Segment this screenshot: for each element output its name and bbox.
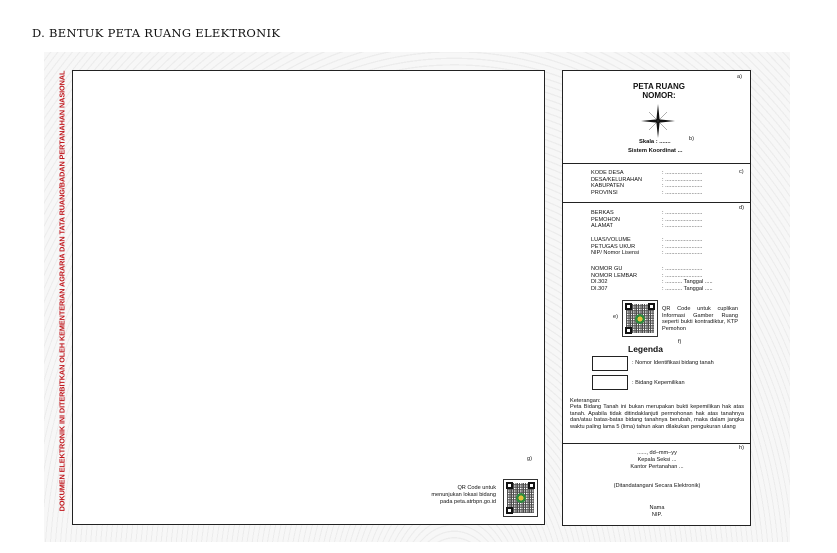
bpn-logo-icon	[635, 314, 645, 324]
document-values	[662, 266, 713, 292]
map-title-line: PETA RUANG	[633, 82, 685, 91]
value-field: : ........................	[662, 250, 703, 257]
map-number-line: NOMOR:	[642, 91, 676, 100]
map-qr-caption-line: menunjukan lokasi bidang	[431, 491, 496, 498]
signature-position: Kepala Seksi ...	[637, 456, 677, 463]
value-field: : ........................	[662, 272, 703, 279]
value-field: : ........... Tanggal .....	[662, 279, 713, 286]
location-labels	[591, 170, 642, 196]
value-field: : ........................	[662, 216, 703, 223]
bpn-logo-icon	[516, 493, 526, 503]
signatory	[590, 505, 724, 519]
signature-block	[590, 450, 724, 470]
scale-label: Skala : .......	[639, 139, 671, 145]
label-desa-kelurahan: DESA/KELURAHAN	[591, 176, 642, 183]
label-nomor-gu: NOMOR GU	[591, 266, 623, 272]
legend-item-parcel-id: : Nomor Identifikasi bidang tanah	[632, 360, 714, 366]
survey-labels	[591, 237, 639, 257]
applicant-values	[662, 210, 702, 230]
electronic-signature-note: (Ditandatangani Secara Elektronik)	[613, 483, 701, 489]
value-field: : ........................	[662, 183, 703, 190]
label-alamat: ALAMAT	[591, 223, 613, 230]
info-qr-caption: QR Code untuk cuplikan Informasi Gamber Ruang seperti bukti kontradiktur, KTP Pemohon	[662, 306, 738, 332]
remarks-title: Keterangan:	[570, 398, 601, 404]
legend-swatch-ownership	[592, 375, 628, 390]
mark-e: e)	[613, 314, 618, 320]
value-field: : ........................	[662, 237, 703, 243]
map-title	[600, 82, 718, 100]
document-labels	[591, 266, 637, 292]
page-heading: D. BENTUK PETA RUANG ELEKTRONIK	[32, 26, 281, 40]
label-kabupaten: KABUPATEN	[591, 183, 625, 190]
section-divider	[562, 202, 751, 203]
signature-date: ......, dd–mm–yy	[637, 450, 677, 456]
label-petugas-ukur: PETUGAS UKUR	[591, 243, 636, 250]
legend-swatch-parcel-id	[592, 356, 628, 371]
mark-a: a)	[737, 74, 742, 80]
signatory-name: Nama	[649, 505, 665, 511]
mark-d: d)	[739, 205, 744, 211]
section-divider	[562, 163, 751, 164]
legend-item-ownership: : Bidang Kepemilikan	[632, 380, 685, 386]
value-field: : ........................	[662, 223, 703, 230]
mark-h: h)	[739, 445, 744, 451]
value-field: : ........................	[662, 210, 703, 216]
issuer-statement: DOKUMEN ELEKTRONIK INI DITERBITKAN OLEH KEMENTERIAN AGRARIA DAN TATA RUANG/BADAN PERTANAHAN NASIONAL	[57, 70, 67, 512]
value-field: : ........................	[662, 189, 703, 196]
mark-f: f)	[678, 339, 682, 345]
coordinate-system-label: Sistem Koordinat ...	[628, 148, 683, 154]
label-berkas: BERKAS	[591, 210, 614, 216]
value-field: : ........... Tanggal .....	[662, 285, 713, 292]
mark-b: b)	[689, 136, 694, 142]
section-divider	[562, 443, 751, 444]
location-qr-code[interactable]	[503, 479, 538, 517]
info-qr-code[interactable]	[622, 300, 658, 337]
label-luas-volume: LUAS/VOLUME	[591, 237, 631, 243]
signatory-nip: NIP.	[651, 511, 663, 518]
label-provinsi: PROVINSI	[591, 189, 618, 196]
label-pemohon: PEMOHON	[591, 216, 620, 223]
legend-title: Legenda	[628, 344, 663, 354]
location-values	[662, 170, 702, 196]
applicant-labels	[591, 210, 620, 230]
label-nip-lisensi: NIP/ Nomor Lisensi	[591, 250, 640, 257]
value-field: : ........................	[662, 266, 703, 272]
remarks	[570, 398, 744, 430]
label-di307: DI.307	[591, 285, 608, 292]
remarks-text: Peta Bidang Tanah ini bukan merupakan bukti kepemilikan hak atas tanah. Apabila tidak ditindaklanjuti permohonan hak atas tanahnya dan/atau batas-batas bidang tanahnya berubah, maka dalam jangka waktu paling lama 5 (lima) tahun akan dilakukan pengukuran ulang	[570, 404, 744, 430]
signature-office: Kantor Pertanahan ...	[630, 463, 684, 470]
label-kode-desa: KODE DESA	[591, 170, 624, 176]
map-qr-caption-line: pada peta.atrbpn.go.id	[440, 498, 496, 505]
map-qr-caption-line: QR Code untuk	[457, 485, 496, 491]
survey-values	[662, 237, 702, 257]
map-drawing-area	[72, 70, 545, 525]
value-field: : ........................	[662, 176, 703, 183]
label-di302: DI.302	[591, 279, 608, 286]
north-arrow-icon	[641, 104, 675, 138]
value-field: : ........................	[662, 170, 703, 176]
value-field: : ........................	[662, 243, 703, 250]
label-nomor-lembar: NOMOR LEMBAR	[591, 272, 637, 279]
map-qr-caption	[410, 485, 496, 505]
vertical-issuer-text	[55, 68, 69, 514]
mark-c: c)	[739, 169, 744, 175]
mark-g: g)	[527, 456, 532, 462]
